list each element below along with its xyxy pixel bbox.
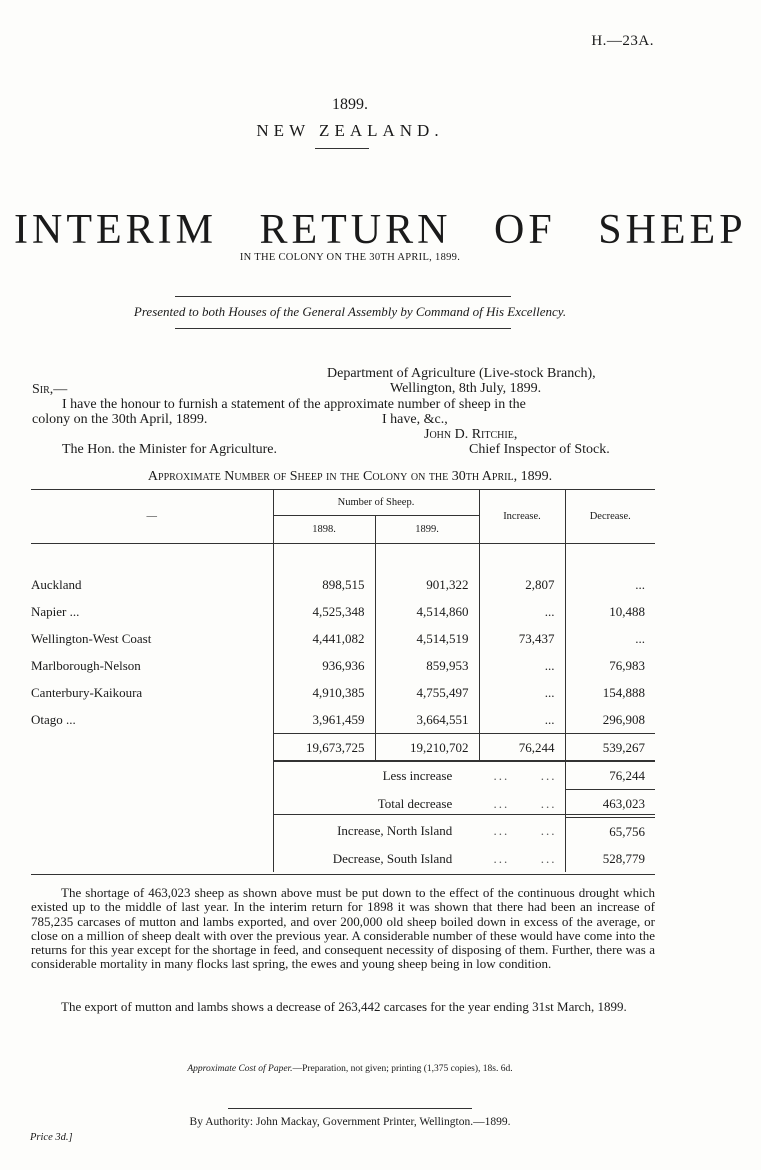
table-bottom-rule xyxy=(31,874,655,875)
summary-value: 528,779 xyxy=(565,845,655,872)
letter-place-date: Wellington, 8th July, 1899. xyxy=(390,381,542,396)
letter-signatory: John D. Ritchie, xyxy=(424,427,518,442)
summary-row xyxy=(31,818,655,846)
total-decrease: 539,267 xyxy=(565,734,655,762)
leader-dots: ... ... xyxy=(493,767,557,783)
summary-value: 76,244 xyxy=(565,762,655,790)
body-paragraph: The export of mutton and lambs shows a decrease of 263,442 carcases for the year ending 31st March, 1899. xyxy=(61,999,627,1014)
value-1898: 4,441,082 xyxy=(273,625,375,652)
value-1898: 936,936 xyxy=(273,652,375,679)
district-name: Auckland xyxy=(31,576,82,592)
value-1898: 4,910,385 xyxy=(273,679,375,706)
summary-row xyxy=(31,762,655,790)
cost-text: —Preparation, not given; printing (1,375 copies), 18s. 6d. xyxy=(292,1064,513,1074)
summary-label: Less increase xyxy=(382,767,453,783)
totals-row xyxy=(31,734,655,762)
table-row xyxy=(31,679,655,706)
value-increase: 73,437 xyxy=(479,625,565,652)
title-word: OF xyxy=(493,207,556,253)
district-name: Marlborough-Nelson xyxy=(31,657,141,673)
total-1899: 19,210,702 xyxy=(375,734,479,762)
value-increase: 2,807 xyxy=(479,571,565,598)
value-decrease: 154,888 xyxy=(565,679,655,706)
value-1898: 4,525,348 xyxy=(273,598,375,625)
value-1899: 859,953 xyxy=(375,652,479,679)
price-note: Price 3d.] xyxy=(30,1132,73,1143)
district-header: — xyxy=(31,489,273,544)
body-paragraph: The shortage of 463,023 sheep as shown above must be put down to the effect of the continuous drought which existed up to the middle of last year. In the interim return for 1898 it was shown that there had been an increase of 785,235 carcases of mutton and lambs exported, and over 200,000 old sheep boiled down in excess of the average, or close on a million of sheep dealt with over the previous year. A considerable number of these would have come into the returns for this year except for the shortage in feed, and consequent necessity of disposing of them. Further, there was a considerable mortality in many flocks last spring, the ewes and young sheep being in low condition. xyxy=(31,885,655,972)
presented-line: Presented to both Houses of the General Assembly by Command of His Excellency. xyxy=(133,304,567,319)
authority-line: By Authority: John Mackay, Government Printer, Wellington.—1899. xyxy=(189,1116,511,1128)
summary-row xyxy=(31,845,655,872)
title-word: RETURN xyxy=(259,207,452,253)
presented-rule-top xyxy=(175,296,511,297)
letter-signatory-title: Chief Inspector of Stock. xyxy=(469,442,610,457)
total-increase: 76,244 xyxy=(479,734,565,762)
value-decrease: ... xyxy=(565,571,655,598)
cost-of-paper xyxy=(0,1064,700,1074)
document-subtitle: IN THE COLONY ON THE 30TH APRIL, 1899. xyxy=(239,252,461,263)
document-reference: H.—23A. xyxy=(591,33,654,49)
cost-label: Approximate Cost of Paper. xyxy=(187,1064,293,1074)
authority-rule xyxy=(228,1108,472,1109)
header-1899: 1899. xyxy=(375,516,479,544)
country-heading: NEW ZEALAND. xyxy=(256,121,444,140)
table-row xyxy=(31,571,655,598)
short-rule xyxy=(315,148,369,149)
district-name: Napier ... xyxy=(31,603,80,619)
decrease-header: Decrease. xyxy=(565,489,655,544)
value-decrease: 76,983 xyxy=(565,652,655,679)
letter-department: Department of Agriculture (Live-stock Branch), xyxy=(327,366,596,381)
letter-body-line2: colony on the 30th April, 1899. xyxy=(32,412,208,427)
table-row xyxy=(31,652,655,679)
table-row xyxy=(31,706,655,734)
title-word: INTERIM xyxy=(14,207,217,253)
summary-value: 463,023 xyxy=(565,790,655,818)
value-1899: 4,755,497 xyxy=(375,679,479,706)
summary-label: Total decrease xyxy=(377,795,453,811)
district-name: Canterbury-Kaikoura xyxy=(31,684,143,700)
value-1899: 3,664,551 xyxy=(375,706,479,734)
value-decrease: 296,908 xyxy=(565,706,655,734)
header-1898: 1898. xyxy=(273,516,375,544)
leader-dots: ... ... xyxy=(493,850,557,866)
value-decrease: 10,488 xyxy=(565,598,655,625)
value-increase: ... xyxy=(479,679,565,706)
summary-label: Decrease, South Island xyxy=(332,850,453,866)
leader-dots: ... ... xyxy=(493,823,557,839)
value-1899: 901,322 xyxy=(375,571,479,598)
table-title: Approximate Number of Sheep in the Colony on the 30th April, 1899. xyxy=(147,469,553,484)
number-of-sheep-header: Number of Sheep. xyxy=(273,489,479,516)
district-name: Wellington-West Coast xyxy=(31,630,152,646)
letter-addressee: The Hon. the Minister for Agriculture. xyxy=(62,442,278,457)
title-word: SHEEP xyxy=(598,207,747,253)
presented-rule-bottom xyxy=(175,328,511,329)
value-1899: 4,514,860 xyxy=(375,598,479,625)
value-increase: ... xyxy=(479,652,565,679)
district-name: Otago ... xyxy=(31,711,76,727)
value-1898: 898,515 xyxy=(273,571,375,598)
increase-header: Increase. xyxy=(479,489,565,544)
table-row xyxy=(31,625,655,652)
letter-salutation: Sir,— xyxy=(32,382,68,397)
value-decrease: ... xyxy=(565,625,655,652)
letter-closing: I have, &c., xyxy=(382,412,448,427)
leader-dots: ... ... xyxy=(493,795,557,811)
year-heading: 1899. xyxy=(332,96,368,113)
value-1898: 3,961,459 xyxy=(273,706,375,734)
letter-body-line1: I have the honour to furnish a statement of the approximate number of sheep in the xyxy=(62,397,526,412)
document-title xyxy=(0,206,747,254)
total-1898: 19,673,725 xyxy=(273,734,375,762)
summary-rule xyxy=(273,760,655,761)
value-increase: ... xyxy=(479,706,565,734)
value-increase: ... xyxy=(479,598,565,625)
summary-value: 65,756 xyxy=(565,818,655,846)
table-row xyxy=(31,598,655,625)
summary-label: Increase, North Island xyxy=(337,823,453,839)
value-1899: 4,514,519 xyxy=(375,625,479,652)
summary-rule xyxy=(273,814,655,815)
